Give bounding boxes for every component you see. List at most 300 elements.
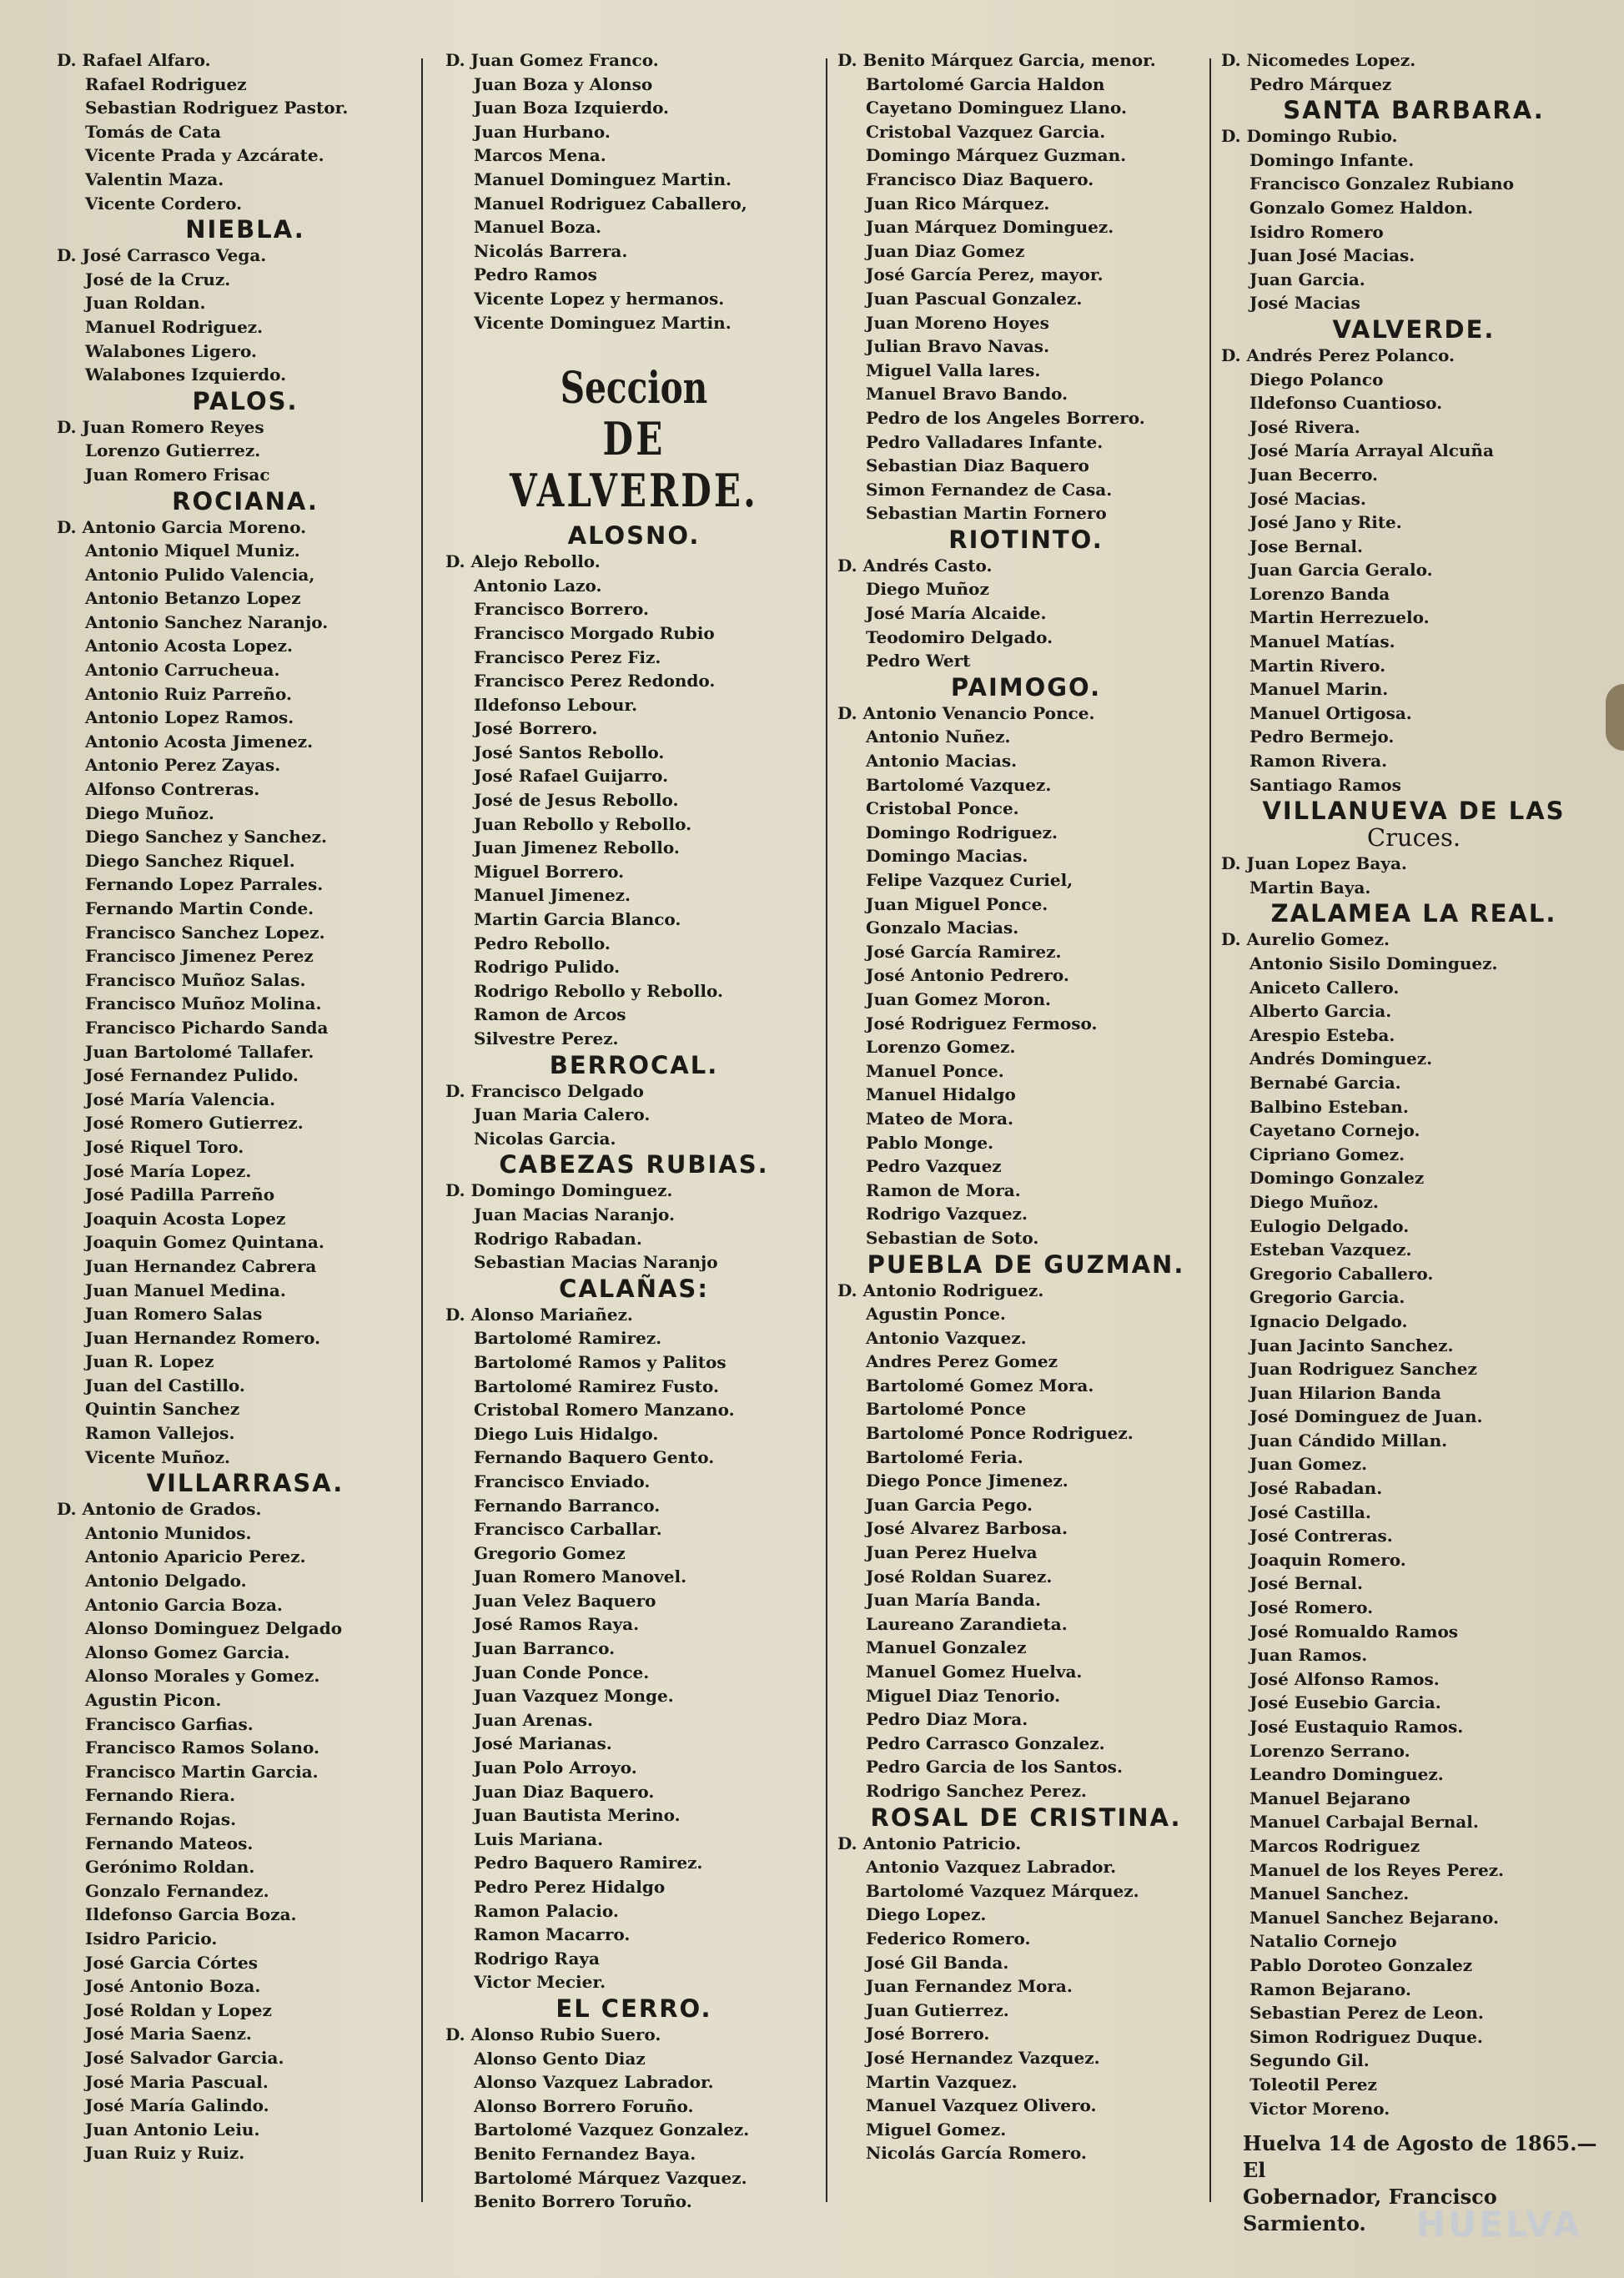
voter-name: Ramon Bejarano. [1249, 1979, 1411, 1999]
voter-name: José Castilla. [1249, 1501, 1371, 1522]
voter-name: Gonzalo Fernandez. [85, 1880, 269, 1901]
voter-name: Juan Perez Huelva [866, 1542, 1038, 1563]
voter-name: Juan Velez Baquero [474, 1590, 656, 1611]
town-heading: ALOSNO. [567, 521, 701, 551]
voter-name: Andres Perez Gomez [866, 1351, 1058, 1372]
town-heading: ROSAL DE CRISTINA. [870, 1803, 1182, 1832]
voter-name: D. Antonio Patricio. [837, 1833, 1022, 1853]
voter-name: Manuel Gomez Huelva. [866, 1662, 1083, 1682]
voter-name: José Macias. [1249, 488, 1366, 509]
voter-name: Natalio Cornejo [1249, 1931, 1397, 1952]
voter-name: Bartolomé Garcia Haldon [866, 73, 1105, 94]
voter-name: Alonso Dominguez Delgado [85, 1618, 343, 1639]
voter-name: Juan Márquez Dominguez. [866, 217, 1114, 238]
voter-name: Manuel Rodriguez Caballero, [474, 193, 747, 214]
town-section [1218, 48, 1610, 96]
voter-name: Manuel Matías. [1249, 631, 1395, 652]
town-heading: SANTA BARBARA. [1283, 96, 1545, 125]
voter-name: Isidro Paricio. [85, 1928, 218, 1949]
voter-name: Diego Sanchez y Sanchez. [85, 827, 327, 847]
voter-name: Juan Macias Naranjo. [474, 1204, 675, 1224]
voter-name: José María Lopez. [85, 1160, 252, 1181]
voter-name: Toleotil Perez [1249, 2074, 1377, 2094]
voter-name: Diego Muñoz. [1249, 1191, 1379, 1212]
voter-name: Antonio Pulido Valencia, [85, 564, 315, 585]
voter-name: Antonio Vazquez Labrador. [866, 1857, 1117, 1878]
voter-name: Antonio Ruiz Parreño. [85, 683, 292, 704]
voter-name: Alonso Morales y Gomez. [85, 1666, 320, 1687]
voter-name: José Rafael Guijarro. [474, 766, 669, 787]
column-3 [834, 48, 1218, 2165]
voter-name: Marcos Rodriguez [1249, 1835, 1420, 1856]
voter-name: Cipriano Gomez. [1249, 1144, 1405, 1164]
voter-name: D. Antonio Garcia Moreno. [57, 516, 307, 537]
voter-name: Bartolomé Vazquez Gonzalez. [474, 2120, 750, 2140]
section-banner-line-2: DE VALVERDE. [510, 412, 758, 518]
voter-name: Rodrigo Rabadan. [474, 1228, 642, 1249]
voter-name: Ramon Vallejos. [85, 1423, 235, 1444]
voter-name: D. Juan Romero Reyes [57, 416, 264, 437]
voter-name: José Jano y Rite. [1249, 512, 1402, 533]
voter-name: Fernando Riera. [85, 1785, 236, 1806]
voter-name: José Roldan Suarez. [866, 1566, 1053, 1587]
voter-name: Ildefonso Garcia Boza. [85, 1904, 297, 1925]
voter-name: Juan Hurbano. [474, 121, 611, 142]
voter-name: Antonio Macias. [866, 751, 1018, 772]
voter-name: José Maria Pascual. [85, 2071, 269, 2092]
voter-name: José Rodriguez Fermoso. [866, 1013, 1098, 1033]
voter-name: Nicolas Garcia. [474, 1128, 616, 1149]
voter-name: Martin Herrezuelo. [1249, 607, 1430, 628]
town-section [53, 217, 437, 387]
voter-name: Sebastian Perez de Leon. [1249, 2003, 1484, 2024]
voter-name: Martin Baya. [1249, 877, 1371, 898]
voter-name: Isidro Romero [1249, 221, 1384, 242]
voter-name: D. Rafael Alfaro. [57, 50, 211, 70]
town-section [53, 1471, 437, 2165]
town-heading: PALOS. [192, 386, 299, 415]
voter-name: José Maria Saenz. [85, 2024, 252, 2044]
voter-name: Antonio Sanchez Naranjo. [85, 611, 329, 632]
voter-name: Manuel Jimenez. [474, 885, 631, 906]
voter-name: José Roldan y Lopez [85, 1999, 272, 2020]
voter-name: Antonio Acosta Jimenez. [85, 731, 314, 752]
voter-name: Alberto Garcia. [1249, 1001, 1392, 1022]
voter-name: Juan Gomez Moron. [866, 988, 1051, 1009]
voter-name: Francisco Muñoz Salas. [85, 969, 306, 990]
voter-name: Martin Garcia Blanco. [474, 909, 681, 930]
voter-name: Juan Bautista Merino. [474, 1805, 681, 1826]
voter-name: José Padilla Parreño [85, 1184, 275, 1205]
section-banner-line-1: Seccion [560, 363, 708, 415]
voter-name: D. Nicomedes Lopez. [1221, 50, 1416, 70]
voter-name: Diego Luis Hidalgo. [474, 1423, 659, 1444]
voter-name: Juan Antonio Leiu. [85, 2119, 260, 2140]
voter-name: Joaquin Acosta Lopez [85, 1208, 286, 1229]
voter-name: Domingo Márquez Guzman. [866, 145, 1127, 166]
voter-name: José Eusebio Garcia. [1249, 1692, 1441, 1713]
voter-name: Juan Jacinto Sanchez. [1249, 1335, 1454, 1355]
voter-name: Francisco Garfias. [85, 1713, 254, 1734]
voter-name: D. Benito Márquez Garcia, menor. [837, 50, 1156, 70]
voter-name: Francisco Sanchez Lopez. [85, 922, 325, 943]
voter-name: Rafael Rodriguez [85, 73, 247, 94]
voter-name: José Garcia Córtes [85, 1952, 259, 1973]
voter-name: Pedro Bermejo. [1249, 727, 1395, 747]
voter-name: Juan Becerro. [1249, 464, 1379, 485]
voter-name: José Romualdo Ramos [1249, 1621, 1459, 1642]
voter-name: Juan Rodriguez Sanchez [1249, 1359, 1477, 1380]
voter-name: Cayetano Dominguez Llano. [866, 98, 1127, 118]
voter-name: Juan Garcia Geralo. [1249, 560, 1433, 581]
town-section [1218, 901, 1610, 2120]
voter-name: José García Perez, mayor. [866, 264, 1104, 285]
voter-name: Domingo Infante. [1249, 149, 1415, 170]
voter-name: Pablo Monge. [866, 1132, 994, 1153]
voter-name: Diego Muñoz [866, 579, 989, 600]
voter-name: Joaquin Romero. [1249, 1549, 1406, 1570]
voter-name: Juan Rico Márquez. [866, 193, 1050, 214]
voter-name: D. Domingo Rubio. [1221, 126, 1398, 147]
voter-name: Francisco Diaz Baquero. [866, 168, 1094, 189]
voter-name: Ildefonso Lebour. [474, 694, 638, 715]
column-2 [442, 48, 826, 2214]
section-banner [442, 365, 826, 516]
voter-name: Juan Garcia. [1249, 269, 1365, 289]
voter-name: Francisco Muñoz Molina. [85, 993, 322, 1014]
voter-name: Andrés Dominguez. [1249, 1048, 1433, 1069]
voter-name: Simon Fernandez de Casa. [866, 479, 1113, 500]
town-section [442, 1152, 826, 1274]
voter-name: Gregorio Garcia. [1249, 1287, 1405, 1308]
voter-name: Miguel Diaz Tenorio. [866, 1685, 1061, 1706]
voter-name: Alonso Gomez Garcia. [85, 1642, 290, 1662]
voter-name: Vicente Prada y Azcárate. [85, 145, 324, 166]
voter-name: Benito Fernandez Baya. [474, 2143, 696, 2164]
town-heading: VILLARRASA. [146, 1469, 344, 1498]
voter-name: Antonio Aparicio Perez. [85, 1546, 306, 1567]
town-section [442, 523, 826, 1050]
town-section [834, 527, 1218, 673]
voter-name: Juan Diaz Gomez [866, 240, 1025, 261]
voter-name: Bartolomé Ramos y Palitos [474, 1351, 727, 1372]
voter-name: Juan Hernandez Romero. [85, 1327, 321, 1348]
voter-name: Vicente Muñoz. [85, 1446, 231, 1467]
town-section [1218, 98, 1610, 315]
voter-name: Diego Polanco [1249, 369, 1384, 390]
voter-name: Fernando Baquero Gento. [474, 1447, 715, 1468]
voter-name: Francisco Pichardo Sanda [85, 1017, 329, 1038]
voter-name: Miguel Borrero. [474, 861, 625, 882]
voter-name: Lorenzo Banda [1249, 583, 1390, 604]
voter-name: Juan Polo Arroyo. [474, 1758, 637, 1778]
voter-name: D. Andrés Casto. [837, 555, 993, 576]
town-section [1218, 798, 1610, 899]
voter-name: Gerónimo Roldan. [85, 1857, 255, 1878]
voter-name: Antonio Vazquez. [866, 1327, 1027, 1348]
voter-name: Jose Bernal. [1249, 536, 1363, 556]
voter-name: José Eustaquio Ramos. [1249, 1717, 1464, 1737]
voter-name: Rodrigo Raya [474, 1948, 600, 1969]
voter-name: Victor Moreno. [1249, 2098, 1390, 2119]
voter-name: Fernando Mateos. [85, 1833, 254, 1853]
voter-name: Francisco Borrero. [474, 599, 649, 620]
voter-name: Juan Garcia Pego. [866, 1494, 1033, 1515]
voter-name: José Santos Rebollo. [474, 742, 665, 762]
voter-name: Arespio Esteba. [1249, 1024, 1395, 1045]
town-section [53, 48, 437, 215]
voter-name: Fernando Rojas. [85, 1808, 237, 1829]
voter-name: D. Andrés Perez Polanco. [1221, 344, 1455, 365]
voter-name: Rodrigo Pulido. [474, 957, 621, 978]
voter-name: Juan Conde Ponce. [474, 1662, 650, 1682]
voter-name: Juan Rebollo y Rebollo. [474, 813, 692, 834]
voter-name: José Alvarez Barbosa. [866, 1518, 1068, 1539]
voter-name: Gonzalo Macias. [866, 918, 1019, 938]
voter-name: Francisco Gonzalez Rubiano [1249, 173, 1514, 194]
voter-name: José Contreras. [1249, 1526, 1393, 1546]
voter-name: Fernando Barranco. [474, 1495, 661, 1516]
voter-name: Gonzalo Gomez Haldon. [1249, 197, 1474, 218]
voter-name: Vicente Cordero. [85, 193, 243, 214]
voter-name: José Antonio Pedrero. [866, 965, 1069, 986]
town-heading: EL CERRO. [556, 1994, 712, 2023]
voter-name: José Fernandez Pulido. [85, 1065, 299, 1086]
voter-name: Diego Lopez. [866, 1904, 987, 1925]
voter-name: José Rivera. [1249, 416, 1360, 437]
voter-name: Diego Sanchez Riquel. [85, 850, 295, 871]
archive-watermark: HUELVA [1415, 2204, 1582, 2245]
voter-name: Pablo Doroteo Gonzalez [1249, 1954, 1473, 1975]
voter-name: Pedro Márquez [1249, 73, 1392, 94]
voter-name: Manuel Sanchez. [1249, 1883, 1410, 1904]
voter-name: Bartolomé Ponce Rodriguez. [866, 1423, 1134, 1444]
voter-name: Juan Romero Salas [85, 1304, 263, 1325]
voter-name: Pedro Baquero Ramirez. [474, 1853, 703, 1873]
voter-name: Nicolás Barrera. [474, 240, 628, 261]
voter-name: Bartolomé Márquez Vazquez. [474, 2167, 747, 2188]
voter-name: José Alfonso Ramos. [1249, 1668, 1440, 1689]
voter-name: Bartolomé Gomez Mora. [866, 1375, 1094, 1395]
voter-name: Bartolomé Ponce [866, 1399, 1027, 1420]
voter-name: Teodomiro Delgado. [866, 626, 1053, 647]
voter-name: Lorenzo Gutierrez. [85, 440, 261, 461]
voter-name: Federico Romero. [866, 1928, 1031, 1949]
voter-name: D. Antonio Rodriguez. [837, 1280, 1044, 1300]
voter-name: Balbino Esteban. [1249, 1096, 1409, 1117]
voter-name: Antonio Sisilo Dominguez. [1249, 953, 1498, 973]
town-section [1218, 314, 1610, 797]
voter-name: Manuel de los Reyes Perez. [1249, 1859, 1505, 1880]
voter-name: Cristobal Romero Manzano. [474, 1400, 735, 1421]
voter-name: Juan Gomez. [1249, 1454, 1368, 1475]
voter-name: Juan Miguel Ponce. [866, 893, 1048, 914]
voter-name: Valentin Maza. [85, 168, 224, 189]
voter-name: Agustin Ponce. [866, 1304, 1006, 1325]
voter-name: Alonso Borrero Foruño. [474, 2095, 694, 2116]
voter-name: Simon Rodriguez Duque. [1249, 2026, 1483, 2047]
voter-name: Sebastian de Soto. [866, 1227, 1039, 1248]
voter-name: Antonio Munidos. [85, 1522, 252, 1543]
voter-name: Martin Vazquez. [866, 2071, 1018, 2092]
voter-name: Juan Arenas. [474, 1709, 593, 1730]
voter-name: Walabones Izquierdo. [85, 365, 287, 385]
town-section [53, 486, 437, 1470]
voter-name: Manuel Marin. [1249, 679, 1389, 700]
town-section [442, 1276, 826, 1994]
town-heading: VILLANUEVA DE LAS [1262, 797, 1566, 826]
voter-name: Antonio Nuñez. [866, 727, 1011, 747]
voter-name: José García Ramirez. [866, 941, 1062, 962]
voter-name: Rodrigo Rebollo y Rebollo. [474, 980, 723, 1001]
voter-name: Cayetano Cornejo. [1249, 1120, 1420, 1141]
voter-name: Juan Hilarion Banda [1249, 1382, 1441, 1403]
voter-name: Sebastian Rodriguez Pastor. [85, 98, 349, 118]
voter-name: Diego Muñoz. [85, 802, 214, 823]
voter-name: Alfonso Contreras. [85, 779, 260, 800]
voter-name: Ildefonso Cuantioso. [1249, 393, 1443, 414]
voter-name: José María Galindo. [85, 2095, 269, 2116]
voter-name: Diego Ponce Jimenez. [866, 1471, 1068, 1491]
column-4 [1218, 48, 1610, 2237]
footer-line-1: Huelva 14 de Agosto de 1865.—El [1243, 2131, 1597, 2183]
voter-name: Bartolomé Vazquez. [866, 774, 1052, 795]
voter-name: Joaquin Gomez Quintana. [85, 1232, 324, 1253]
voter-name: José Bernal. [1249, 1573, 1363, 1594]
voter-name: Rodrigo Sanchez Perez. [866, 1780, 1087, 1801]
town-section [442, 1996, 826, 2214]
voter-name: Antonio Betanzo Lopez [85, 588, 301, 609]
voter-name: Antonio Perez Zayas. [85, 755, 281, 776]
voter-name: Juan Ramos. [1249, 1645, 1368, 1666]
voter-name: José de la Cruz. [85, 269, 231, 289]
voter-name: Manuel Hidalgo [866, 1084, 1016, 1105]
voter-name: Francisco Carballar. [474, 1519, 662, 1540]
voter-name: Pedro Perez Hidalgo [474, 1877, 666, 1897]
voter-name: José Marianas. [474, 1733, 612, 1754]
town-section [834, 672, 1218, 1250]
voter-name: Manuel Ortigosa. [1249, 702, 1412, 723]
voter-name: José Borrero. [474, 718, 598, 739]
voter-name: Manuel Boza. [474, 217, 601, 238]
voter-name: Miguel Valla lares. [866, 360, 1041, 380]
voter-name: Manuel Rodriguez. [85, 316, 264, 337]
voter-name: Francisco Jimenez Perez [85, 946, 314, 967]
town-section [834, 1252, 1218, 1803]
voter-name: Francisco Morgado Rubio [474, 622, 715, 643]
voter-name: Antonio Lopez Ramos. [85, 707, 294, 728]
voter-name: Aniceto Callero. [1249, 977, 1400, 998]
voter-name: Juan Jimenez Rebollo. [474, 837, 680, 858]
voter-name: Leandro Dominguez. [1249, 1764, 1444, 1785]
voter-name: Esteban Vazquez. [1249, 1240, 1412, 1260]
voter-name: Francisco Ramos Solano. [85, 1737, 319, 1758]
voter-name: Gregorio Caballero. [1249, 1263, 1434, 1284]
voter-name: José Gil Banda. [866, 1952, 1009, 1973]
voter-name: Juan Romero Manovel. [474, 1566, 687, 1587]
voter-name: José Hernandez Vazquez. [866, 2047, 1100, 2068]
voter-name: Agustin Picon. [85, 1690, 222, 1710]
voter-name: José Macias [1249, 293, 1360, 314]
voter-name: Eulogio Delgado. [1249, 1215, 1410, 1236]
voter-name: Juan Vazquez Monge. [474, 1686, 674, 1707]
voter-name: Ramon Rivera. [1249, 751, 1388, 772]
voter-name: Ramon Palacio. [474, 1900, 619, 1921]
voter-name: Manuel Carbajal Bernal. [1249, 1812, 1479, 1833]
voter-name: D. Alonso Mariañez. [445, 1304, 633, 1325]
voter-name: Pedro Valladares Infante. [866, 431, 1104, 452]
voter-name: José María Arrayal Alcuña [1249, 440, 1494, 461]
voter-name: Manuel Gonzalez [866, 1637, 1027, 1658]
voter-name: Laureano Zarandieta. [866, 1613, 1068, 1634]
voter-name: Manuel Dominguez Martin. [474, 168, 732, 189]
column-1 [53, 48, 437, 2165]
voter-name: José Borrero. [866, 2024, 990, 2044]
voter-name: Manuel Bravo Bando. [866, 384, 1068, 405]
voter-name: Juan del Castillo. [85, 1375, 245, 1395]
voter-name: Antonio Acosta Lopez. [85, 636, 293, 656]
voter-name: Manuel Sanchez Bejarano. [1249, 1907, 1499, 1928]
voter-name: Francisco Enviado. [474, 1471, 651, 1491]
voter-name: Felipe Vazquez Curiel, [866, 870, 1073, 890]
voter-name: Julian Bravo Navas. [866, 336, 1050, 357]
voter-name: Vicente Lopez y hermanos. [474, 288, 725, 309]
voter-name: Ramon de Mora. [866, 1179, 1021, 1200]
voter-name: D. Alejo Rebollo. [445, 551, 601, 572]
voter-name: Francisco Perez Fiz. [474, 646, 661, 667]
voter-name: Juan Romero Frisac [85, 464, 270, 485]
voter-name: Bartolomé Ramirez Fusto. [474, 1375, 719, 1396]
voter-name: Santiago Ramos [1249, 774, 1401, 795]
voter-name: Martin Rivero. [1249, 655, 1386, 676]
voter-name: Juan Gutierrez. [866, 1999, 1009, 2020]
voter-name: Marcos Mena. [474, 145, 606, 166]
voter-name: Sebastian Macias Naranjo [474, 1252, 718, 1273]
town-section [442, 1050, 826, 1151]
footer-line-2: Gobernador, Francisco Sarmiento. [1243, 2185, 1497, 2236]
town-heading: ZALAMEA LA REAL. [1270, 899, 1557, 928]
voter-name: Segundo Gil. [1249, 2050, 1370, 2071]
voter-name: Juan María Banda. [866, 1590, 1041, 1611]
voter-name: Victor Mecier. [474, 1972, 606, 1993]
voter-name: Sebastian Martin Fornero [866, 503, 1107, 524]
voter-name: Bartolomé Ramirez. [474, 1328, 662, 1349]
voter-name: Juan Maria Calero. [474, 1104, 651, 1125]
voter-name: D. Juan Lopez Baya. [1221, 853, 1407, 874]
voter-name: Juan Manuel Medina. [85, 1280, 286, 1300]
voter-name: Juan Bartolomé Tallafer. [85, 1041, 314, 1062]
voter-name: Domingo Gonzalez [1249, 1168, 1425, 1189]
voter-name: D. Antonio de Grados. [57, 1499, 262, 1520]
town-heading: PUEBLA DE GUZMAN. [867, 1250, 1185, 1279]
voter-name: José Dominguez de Juan. [1249, 1406, 1483, 1427]
voter-name: Juan Pascual Gonzalez. [866, 288, 1083, 309]
voter-name: D. Juan Gomez Franco. [445, 50, 659, 70]
voter-name: Antonio Miquel Muniz. [85, 541, 300, 561]
town-heading: PAIMOGO. [950, 672, 1102, 702]
voter-name: Pedro Wert [866, 651, 971, 671]
voter-name: Cristobal Vazquez Garcia. [866, 121, 1106, 142]
town-heading-continued: Cruces. [1366, 823, 1461, 852]
voter-name: Alonso Gento Diaz [474, 2048, 646, 2069]
voter-name: Ramon Macarro. [474, 1924, 631, 1945]
voter-name: Alonso Vazquez Labrador. [474, 2072, 714, 2093]
voter-name: Luis Mariana. [474, 1828, 604, 1849]
voter-name: Pedro Carrasco Gonzalez. [866, 1732, 1105, 1753]
voter-name: Juan Barranco. [474, 1638, 616, 1659]
voter-name: José María Alcaide. [866, 603, 1047, 624]
voter-name: José María Valencia. [85, 1089, 276, 1109]
